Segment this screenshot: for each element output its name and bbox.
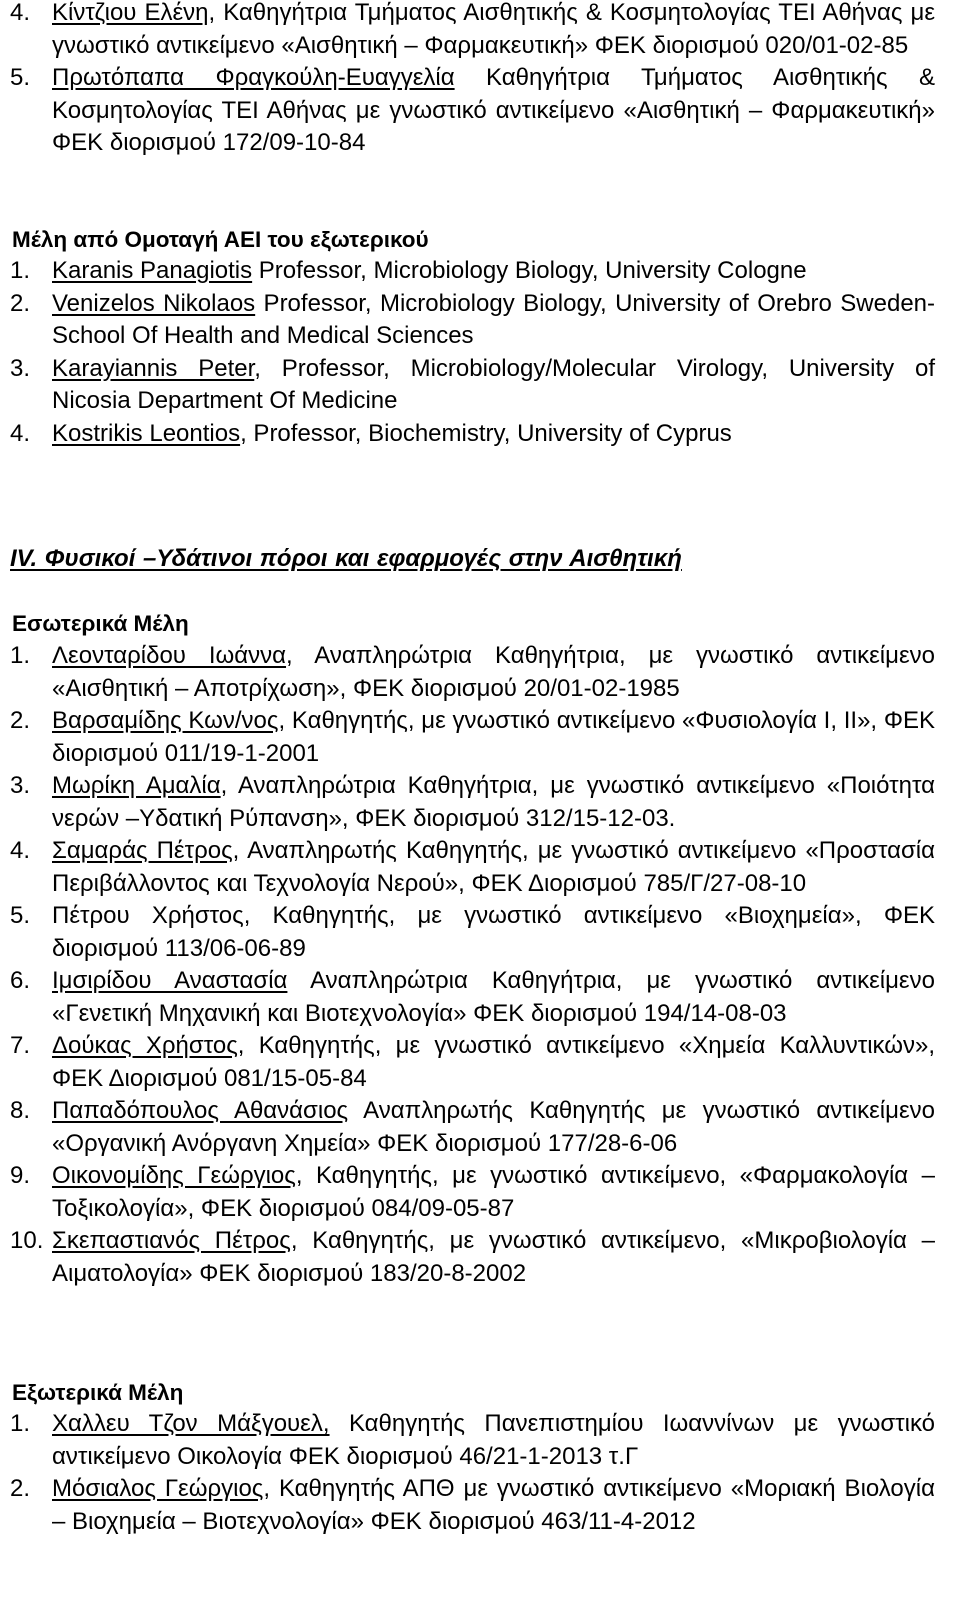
member-name: Βαρσαμίδης Κων/νος — [52, 707, 279, 734]
member-name: Οικονομίδης Γεώργιος — [52, 1162, 296, 1189]
item-number: 4. — [10, 419, 31, 447]
list-item — [10, 1225, 935, 1290]
external-list — [10, 1408, 935, 1538]
member-details: , Καθηγητής, με γνωστικό αντικείμενο «Φυσιολογία Ι, ΙΙ», ΦΕΚ διορισμού 011/19-1-2001 — [52, 707, 935, 767]
member-details: , Αναπληρώτρια Καθηγήτρια, με γνωστικό αντικείμενο «Αισθητική – Αποτρίχωση», ΦΕΚ διορισμού 20/01-02-1985 — [52, 642, 936, 702]
foreign-members-heading: Μέλη από Ομοταγή ΑΕΙ του εξωτερικού — [12, 227, 429, 252]
list-item — [10, 1473, 935, 1538]
foreign-list — [10, 255, 935, 450]
member-name: Kostrikis Leontios — [52, 419, 241, 447]
member-name: Χαλλευ Τζον Μάξγουελ, — [52, 1410, 330, 1437]
list-item — [10, 288, 935, 353]
internal-list — [10, 640, 935, 1290]
list-item — [10, 705, 935, 770]
item-number: 4. — [10, 0, 31, 26]
item-number: 5. — [10, 902, 31, 929]
list-item — [10, 640, 935, 705]
item-number: 4. — [10, 837, 31, 864]
member-name: Karayiannis Peter — [52, 354, 255, 382]
top-list — [10, 0, 935, 160]
item-number: 5. — [10, 64, 31, 91]
list-item — [10, 353, 935, 418]
list-item — [10, 1408, 935, 1473]
list-item — [10, 770, 935, 835]
list-item — [10, 418, 935, 451]
list-item — [10, 62, 935, 160]
item-number: 9. — [10, 1162, 31, 1189]
list-item — [10, 900, 935, 965]
member-details: , Καθηγητής, με γνωστικό αντικείμενο, «Μικροβιολογία – Αιματολογία» ΦΕΚ διορισμού 183/20-8-2002 — [52, 1227, 935, 1287]
member-details: Καθηγητής Πανεπιστημίου Ιωαννίνων με γνωστικό αντικείμενο Οικολογία ΦΕΚ διορισμού 46/21-1-2013 τ.Γ — [52, 1410, 936, 1470]
list-item — [10, 835, 935, 900]
member-details: , Καθηγητής, με γνωστικό αντικείμενο, «Φαρμακολογία – Τοξικολογία», ΦΕΚ διορισμού 084/09-05-87 — [52, 1162, 935, 1222]
member-name: Λεονταρίδου Ιωάννα — [52, 642, 287, 669]
item-number: 2. — [10, 289, 31, 317]
list-item — [10, 0, 935, 62]
member-name: Σαμαράς Πέτρος — [52, 837, 233, 864]
member-name: Ιμσιρίδου Αναστασία — [52, 967, 288, 994]
member-details: , Καθηγήτρια Τμήματος Αισθητικής & Κοσμητολογίας ΤΕΙ Αθήνας με γνωστικό αντικείμενο «Αισθητική – Φαρμακευτική» ΦΕΚ διορισμού 020/01-02-85 — [52, 0, 936, 59]
list-item — [10, 255, 935, 288]
list-item — [10, 965, 935, 1030]
external-members-heading: Εξωτερικά Μέλη — [12, 1380, 184, 1405]
internal-members-heading: Εσωτερικά Μέλη — [12, 611, 189, 636]
member-name: Μωρίκη Αμαλία — [52, 772, 221, 799]
member-name: Venizelos Nikolaos — [52, 289, 256, 317]
section-iv-title: IV. Φυσικοί –Υδάτινοι πόροι και εφαρμογές στην Αισθητική — [10, 545, 682, 572]
member-details: , Καθηγητής, με γνωστικό αντικείμενο «Χημεία Καλλυντικών», ΦΕΚ Διορισμού 081/15-05-84 — [52, 1032, 935, 1092]
item-number: 1. — [10, 1410, 31, 1437]
item-number: 1. — [10, 642, 31, 669]
item-number: 1. — [10, 257, 31, 284]
member-details: Αναπληρωτής Καθηγητής με γνωστικό αντικείμενο «Οργανική Ανόργανη Χημεία» ΦΕΚ διορισμού 177/28-6-06 — [52, 1097, 935, 1157]
member-name: Πρωτόπαπα Φραγκούλη-Ευαγγελία — [52, 64, 455, 91]
member-name: Παπαδόπουλος Αθανάσιος — [52, 1097, 349, 1124]
item-number: 6. — [10, 967, 31, 994]
list-item — [10, 1160, 935, 1225]
member-details: , Αναπληρώτρια Καθηγήτρια, με γνωστικό αντικείμενο «Ποιότητα νερών –Υδατική Ρύπανση», ΦΕΚ διορισμού 312/15-12-03. — [52, 772, 935, 832]
list-item — [10, 1095, 935, 1160]
item-number: 2. — [10, 1475, 31, 1502]
item-number: 2. — [10, 707, 31, 734]
member-details: Καθηγήτρια Τμήματος Αισθητικής & Κοσμητολογίας ΤΕΙ Αθήνας με γνωστικό αντικείμενο «Αισθητική – Φαρμακευτική» ΦΕΚ διορισμού 172/09-10-84 — [52, 64, 935, 156]
item-number: 3. — [10, 354, 31, 382]
member-details: Professor, Microbiology Biology, University of Orebro Sweden-School Of Health and Medical Sciences — [52, 289, 936, 349]
item-number: 3. — [10, 772, 31, 799]
member-details: Professor, Microbiology Biology, University Cologne — [252, 257, 807, 284]
member-name: Μόσιαλος Γεώργιος — [52, 1475, 264, 1502]
member-details: , Professor, Microbiology/Molecular Virology, University of Nicosia Department Of Medicine — [52, 354, 936, 414]
member-details: Πέτρου Χρήστος, Καθηγητής, με γνωστικό αντικείμενο «Βιοχημεία», ΦΕΚ διορισμού 113/06-06-89 — [52, 902, 935, 962]
member-details: , Καθηγητής ΑΠΘ με γνωστικό αντικείμενο «Μοριακή Βιολογία – Βιοχημεία – Βιοτεχνολογία» ΦΕΚ διορισμού 463/11-4-2012 — [52, 1475, 935, 1535]
member-name: Karanis Panagiotis — [52, 257, 253, 284]
list-item — [10, 1030, 935, 1095]
member-name: Σκεπαστιανός Πέτρος — [52, 1227, 291, 1254]
item-number: 8. — [10, 1097, 31, 1124]
member-details: , Αναπληρωτής Καθηγητής, με γνωστικό αντικείμενο «Προστασία Περιβάλλοντος και Τεχνολογία Νερού», ΦΕΚ Διορισμού 785/Γ/27-08-10 — [52, 837, 935, 897]
member-name: Δούκας Χρήστος — [52, 1032, 238, 1059]
member-details: , Professor, Biochemistry, University of Cyprus — [240, 419, 732, 447]
member-details: Αναπληρώτρια Καθηγήτρια, με γνωστικό αντικείμενο «Γενετική Μηχανική και Βιοτεχνολογία» ΦΕΚ διορισμού 194/14-08-03 — [52, 967, 935, 1027]
member-name: Κίντζιου Ελένη — [52, 0, 209, 26]
item-number: 7. — [10, 1032, 31, 1059]
item-number: 10. — [10, 1227, 44, 1254]
